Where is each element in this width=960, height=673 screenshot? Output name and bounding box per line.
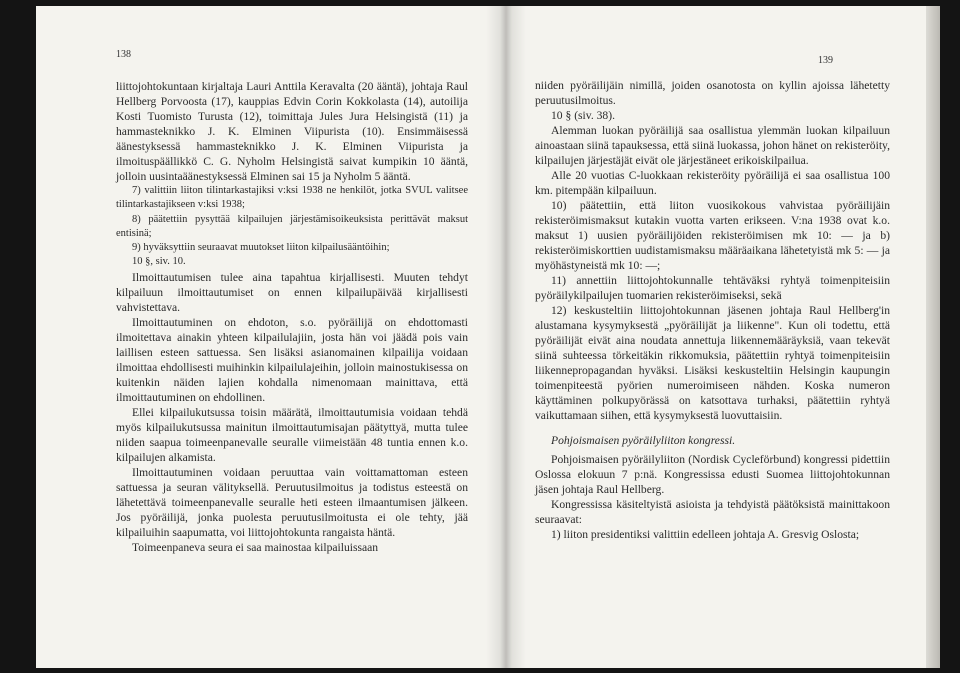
- paragraph: 12) keskusteltiin liittojohtokunnan jäsenen johtaja Raul Hellberg'in alustamana kysymyksestä „pyöräilijät ja liikenne". Kun oli todettu, että pyöräilijät eivät aina noudata annettuja liikennemääräyksiä, vaan tekevät siinä suhteessa törkeitäkin rikkomuksia, päätettiin ryhtyä toimenpiteisiin liikennepropagandan hyväksi. Lisäksi keskusteltiin Helsingin kaupungin toimenpiteestä pyörien numeroimiseen nähden. Koska numeron käyttäminen polkupyörässä on katsottava turhaksi, päätettiin ryhtyä vaikuttamaan siihen, että kysymyksestä luovuttaisiin.: [535, 304, 890, 422]
- book-spine: [486, 6, 526, 668]
- paragraph: Kongressissa käsiteltyistä asioista ja tehdyistä päätöksistä mainittakoon seuraavat:: [535, 498, 890, 526]
- section-heading: Pohjoismaisen pyöräilyliiton kongressi.: [551, 434, 736, 447]
- left-page-number: 138: [116, 49, 131, 60]
- paragraph: liittojohtokuntaan kirjaltaja Lauri Anttila Keravalta (20 ääntä), johtaja Raul Hellberg Porvoosta (17), kauppias Edvin Corin Kokkolasta (14), autoilija Kosti Tuomisto Turusta (12), toimittaja Jules Jura Helsingistä (11) ja hammasteknikko J. K. Elminen Viipurista (10). Ensimmäisessä äänestyksessä hammasteknikko J. K. Elminen Viipurista ja ilmoituspäällikkö C. G. Nyholm Helsingistä saivat kumpikin 10 ääntä, jolloin uusintaäänestyksessä Elminen sai 15 ja Nyholm 5 ääntä.: [116, 80, 468, 183]
- paragraph: Ilmoittautumisen tulee aina tapahtua kirjallisesti. Muuten tehdyt kilpailuun ilmoittautumiset on ennen kilpailupäivää kirjallisesti vahvistettava.: [116, 270, 468, 314]
- paragraph: 9) hyväksyttiin seuraavat muutokset liiton kilpailusääntöihin;: [132, 242, 390, 254]
- paragraph: Ilmoittautuminen voidaan peruuttaa vain voittamattoman esteen sattuessa ja seuran välityksellä. Peruutusilmoitus ja todistus esteestä on lähetettävä toimeenpanevalle seuralle heti esteen ilmaantumisen jälkeen. Jos pyöräilijä, jonka puolesta peruutusilmoitusta ei ole tehty, jää kilpailuihin saapumatta, voi liittojohtokunta rangaista häntä.: [116, 465, 468, 539]
- paragraph: 7) valittiin liiton tilintarkastajiksi v:ksi 1938 ne henkilöt, jotka SVUL valitsee tilintarkastajikseen v:ksi 1938;: [116, 185, 468, 211]
- paragraph: 10 § (siv. 38).: [551, 109, 615, 122]
- right-page-text: [535, 78, 890, 542]
- paragraph: Alle 20 vuotias C-luokkaan rekisteröity pyöräilijä ei saa osallistua 100 km. pitempään kilpailuun.: [535, 169, 890, 197]
- paragraph: Toimeenpaneva seura ei saa mainostaa kilpailuissaan: [132, 540, 379, 554]
- paragraph: niiden pyöräilijäin nimillä, joiden osanotosta on kyllin ajoissa lähetetty peruutusilmoitus.: [535, 79, 890, 107]
- paragraph: Ellei kilpailukutsussa toisin määrätä, ilmoittautumisia voidaan tehdä myös kilpailukutsussa mainitun ilmoittautumisajan päätyttyä, mutta tulee niiden saapua toimeenpanevalle seuralle viimeistään 48 tuntia ennen k.o. kilpailujen alkamista.: [116, 405, 468, 464]
- paragraph: 11) annettiin liittojohtokunnalle tehtäväksi ryhtyä toimenpiteisiin pyöräilykilpailujen tuomarien rekisteröimiseksi, sekä: [535, 274, 890, 302]
- paragraph: Pohjoismaisen pyöräilyliiton (Nordisk Cycleförbund) kongressi pidettiin Oslossa elokuun 7 p:nä. Kongressissa edusti Suomea liittojohtokunnan jäsen johtaja Raul Hellberg.: [535, 453, 890, 496]
- right-page-number: 139: [818, 55, 833, 66]
- paragraph: Ilmoittautuminen on ehdoton, s.o. pyöräilijä on ehdottomasti ilmoitettava ainakin yhteen kilpailulajiin, josta hän voi jäädä pois vain laillisen esteen sattuessa. Sen lisäksi asianomainen kilpailija voidaan ilmoittaa ehdollisesti muihinkin kilpailulajeihin, jolloin mainostukisessa on kuitenkin näiden lajien kohdalla nimenomaan mainittava, että ilmoittautuminen on ehdollinen.: [116, 315, 468, 404]
- paragraph: 10 §, siv. 10.: [132, 256, 186, 268]
- paragraph: 1) liiton presidentiksi valittiin edelleen johtaja A. Gresvig Oslosta;: [551, 528, 860, 541]
- page-edges: [926, 6, 940, 668]
- left-page-text: [116, 79, 468, 555]
- paragraph: Alemman luokan pyöräilijä saa osallistua ylemmän luokan kilpailuun ainoastaan siinä tapauksessa, että siinä luokassa, johon hänet on rekisteröity, kilpailujen järjestäjät eivät ole järjestäneet erikoiskilpailua.: [535, 124, 890, 167]
- paragraph: 10) päätettiin, että liiton vuosikokous vahvistaa pyöräilijäin rekisteröimismaksut kutakin vuotta varten erikseen. V:na 1938 ovat k.o. maksut 1) uusien pyöräilijöiden rekisteröimisen mk 10: — ja b) rekisteröimiskorttien uudistamismaksu määräaikana lähetetyistä mk 5: — ja myöhästyneistä mk 10: —;: [535, 199, 890, 272]
- paragraph: 8) päätettiin pysyttää kilpailujen järjestämisoikeuksista perittävät maksut entisinä;: [116, 213, 468, 239]
- book-spread: [36, 6, 940, 668]
